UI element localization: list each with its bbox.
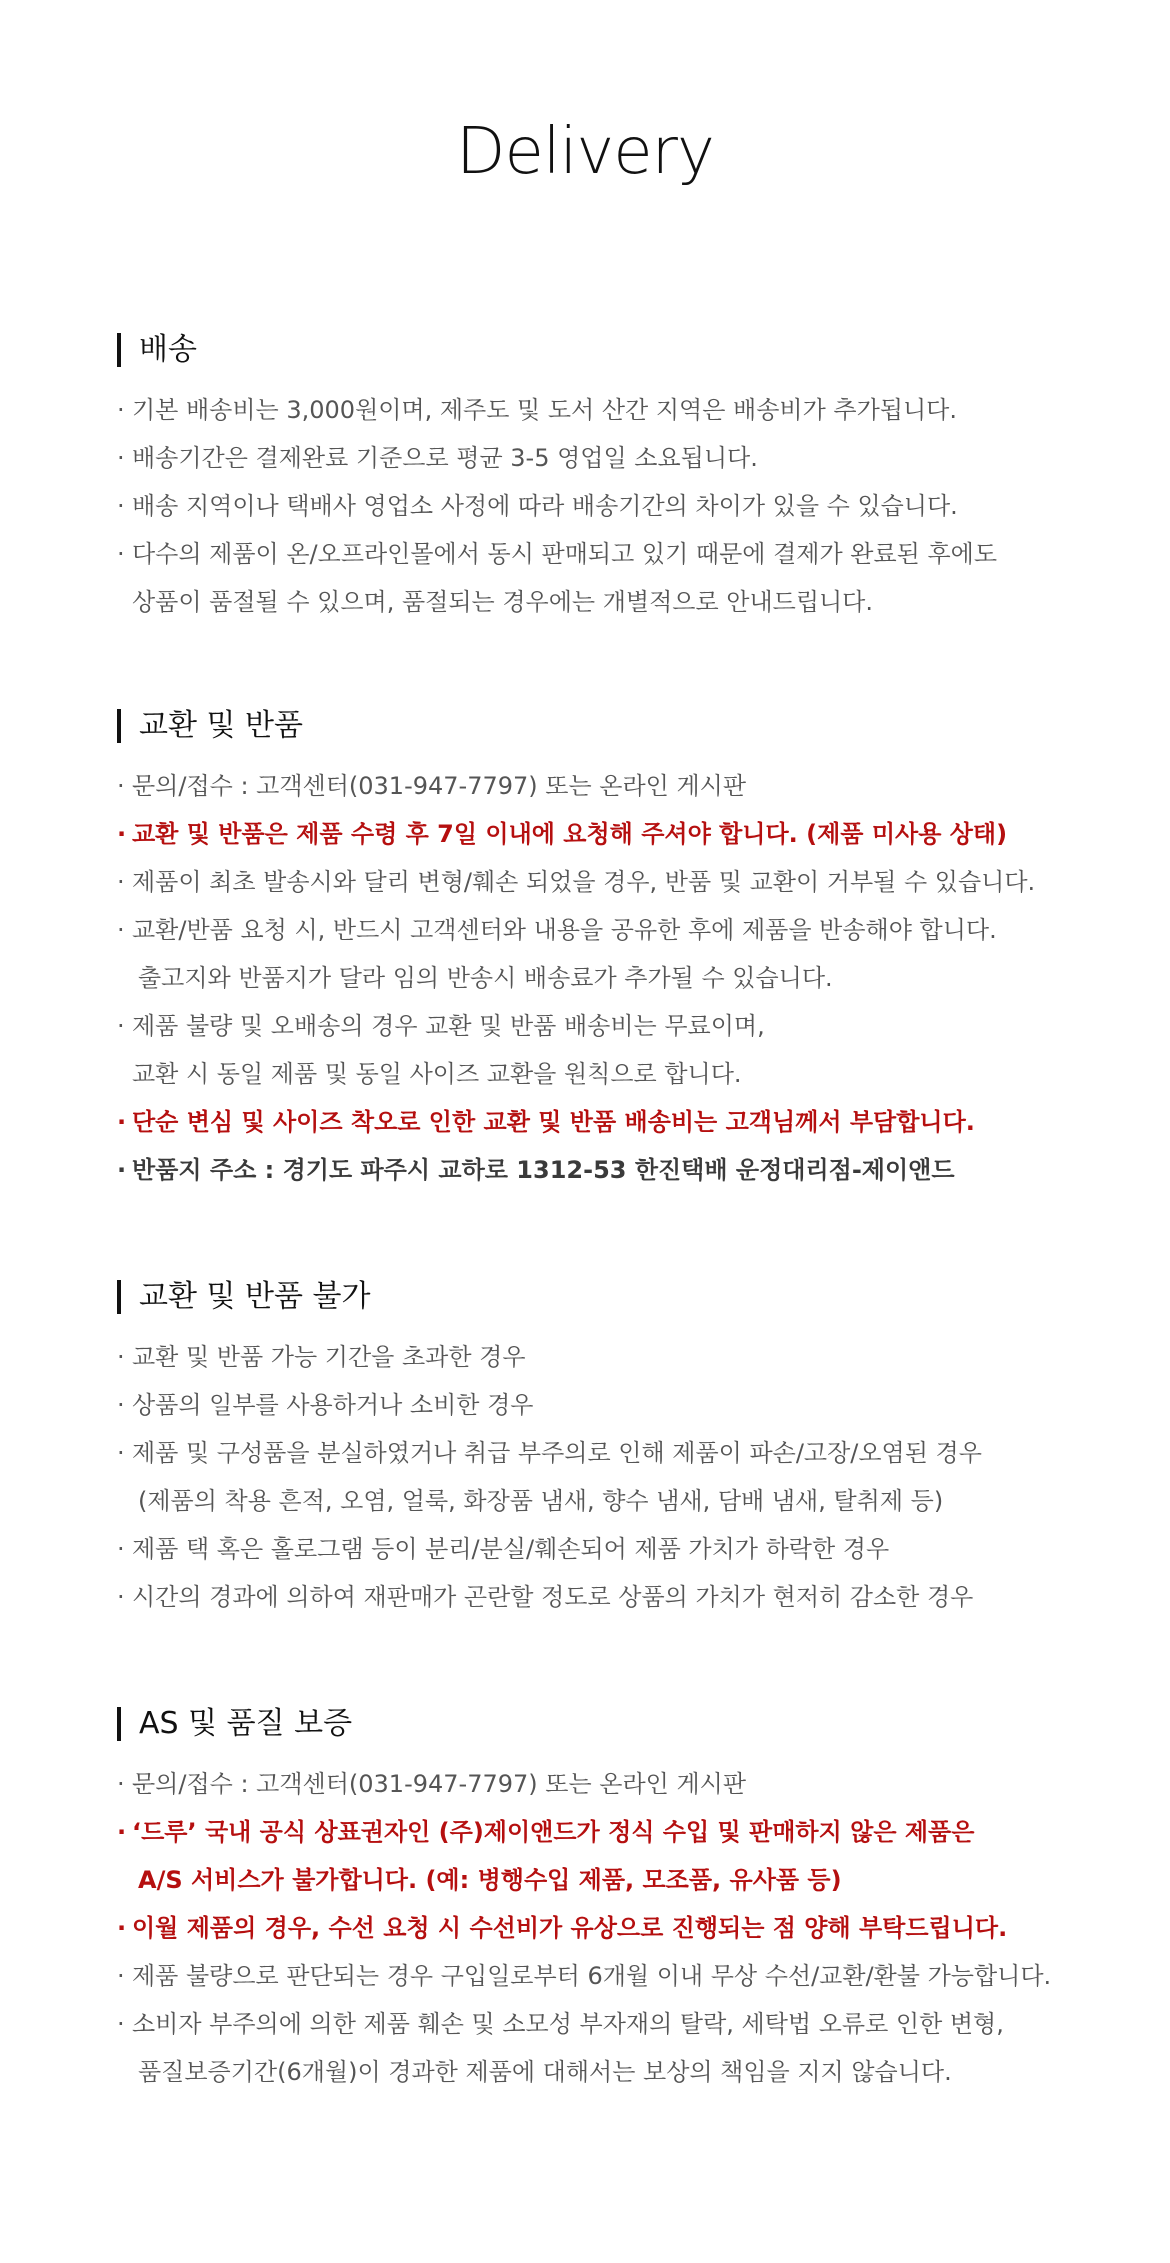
bullet-dot: · (117, 1156, 127, 1184)
list-item-line: 소비자 부주의에 의한 제품 훼손 및 소모성 부자재의 탈락, 세탁법 오류로 인한 변형, (132, 2010, 1004, 2038)
section-heading-text: AS 및 품질 보증 (139, 1706, 353, 1741)
list-item-line: ‘드루’ 국내 공식 상표권자인 (주)제이앤드가 정식 수입 및 판매하지 않은 제품은 (132, 1818, 975, 1846)
list-item-line: 교환 시 동일 제품 및 동일 사이즈 교환을 원칙으로 합니다. (132, 1060, 742, 1088)
list-item (117, 1952, 1117, 2000)
bullet-dot: · (117, 540, 125, 568)
list-item-line: 교환 및 반품 가능 기간을 초과한 경우 (132, 1343, 526, 1371)
list-item-line: 문의/접수 : 고객센터(031-947-7797) 또는 온라인 게시판 (132, 772, 747, 800)
list-item-line: 교환/반품 요청 시, 반드시 고객센터와 내용을 공유한 후에 제품을 반송해야 합니다. (132, 916, 997, 944)
list-item-line: 품질보증기간(6개월)이 경과한 제품에 대해서는 보상의 책임을 지지 않습니다. (138, 2058, 952, 2086)
bullet-dot: · (117, 916, 125, 944)
bullet-dot: · (117, 1391, 125, 1419)
list-item (117, 434, 1117, 482)
list-item-line: 상품의 일부를 사용하거나 소비한 경우 (132, 1391, 534, 1419)
bullet-dot: · (117, 868, 125, 896)
section-delivery (117, 328, 1117, 626)
list-item-line: 문의/접수 : 고객센터(031-947-7797) 또는 온라인 게시판 (132, 1770, 747, 1798)
list-item-line: 출고지와 반품지가 달라 임의 반송시 배송료가 추가될 수 있습니다. (138, 964, 833, 992)
section-heading-text: 교환 및 반품 (139, 708, 303, 743)
list-item (117, 1904, 1117, 1952)
bullet-dot: · (117, 1108, 127, 1136)
section-as-quality-warranty (117, 1702, 1117, 2096)
section-heading-text: 교환 및 반품 불가 (139, 1279, 371, 1314)
list-item-line: (제품의 착용 흔적, 오염, 얼룩, 화장품 냄새, 향수 냄새, 담배 냄새, 탈취제 등) (138, 1487, 944, 1515)
notice-list (117, 762, 1117, 1194)
notice-list (117, 1333, 1117, 1621)
list-item (117, 1429, 1117, 1525)
bullet-dot: · (117, 1770, 125, 1798)
list-item (117, 906, 1117, 1002)
list-item (117, 386, 1117, 434)
bullet-dot: · (117, 1962, 125, 1990)
bullet-dot: · (117, 772, 125, 800)
heading-bar (117, 333, 121, 367)
section-heading (117, 328, 1117, 372)
list-item-line: 제품 불량 및 오배송의 경우 교환 및 반품 배송비는 무료이며, (132, 1012, 765, 1040)
heading-bar (117, 709, 121, 743)
notice-list (117, 1760, 1117, 2096)
bullet-dot: · (117, 1535, 125, 1563)
section-exchange-return-not-allowed (117, 1275, 1117, 1621)
list-item (117, 1381, 1117, 1429)
bullet-dot: · (117, 1914, 127, 1942)
list-item (117, 1098, 1117, 1146)
section-heading (117, 1702, 1117, 1746)
list-item-line: 제품 및 구성품을 분실하였거나 취급 부주의로 인해 제품이 파손/고장/오염된 경우 (132, 1439, 982, 1467)
list-item (117, 1760, 1117, 1808)
notice-list (117, 386, 1117, 626)
list-item-line: 단순 변심 및 사이즈 착오로 인한 교환 및 반품 배송비는 고객님께서 부담합니다. (132, 1108, 975, 1136)
section-heading (117, 704, 1117, 748)
list-item-line: 교환 및 반품은 제품 수령 후 7일 이내에 요청해 주셔야 합니다. (제품 미사용 상태) (132, 820, 1008, 848)
list-item-line: 기본 배송비는 3,000원이며, 제주도 및 도서 산간 지역은 배송비가 추가됩니다. (132, 396, 957, 424)
bullet-dot: · (117, 1818, 127, 1846)
list-item (117, 810, 1117, 858)
bullet-dot: · (117, 1439, 125, 1467)
list-item-line: 배송기간은 결제완료 기준으로 평균 3-5 영업일 소요됩니다. (132, 444, 758, 472)
list-item (117, 1002, 1117, 1098)
list-item-line: A/S 서비스가 불가합니다. (예: 병행수입 제품, 모조품, 유사품 등) (138, 1866, 842, 1894)
list-item-line: 상품이 품절될 수 있으며, 품절되는 경우에는 개별적으로 안내드립니다. (132, 588, 873, 616)
bullet-dot: · (117, 1583, 125, 1611)
bullet-dot: · (117, 820, 127, 848)
list-item-line: 제품 택 혹은 홀로그램 등이 분리/분실/훼손되어 제품 가치가 하락한 경우 (132, 1535, 890, 1563)
list-item-line: 제품이 최초 발송시와 달리 변형/훼손 되었을 경우, 반품 및 교환이 거부될 수 있습니다. (132, 868, 1036, 896)
list-item-line: 시간의 경과에 의하여 재판매가 곤란할 정도로 상품의 가치가 현저히 감소한 경우 (132, 1583, 974, 1611)
list-item-line: 다수의 제품이 온/오프라인몰에서 동시 판매되고 있기 때문에 결제가 완료된 후에도 (132, 540, 997, 568)
list-item (117, 1573, 1117, 1621)
list-item (117, 858, 1117, 906)
bullet-dot: · (117, 2010, 125, 2038)
heading-bar (117, 1280, 121, 1314)
bullet-dot: · (117, 1012, 125, 1040)
list-item (117, 1808, 1117, 1904)
bullet-dot: · (117, 444, 125, 472)
list-item-line: 배송 지역이나 택배사 영업소 사정에 따라 배송기간의 차이가 있을 수 있습니다. (132, 492, 958, 520)
list-item (117, 2000, 1117, 2096)
list-item (117, 1146, 1117, 1194)
bullet-dot: · (117, 492, 125, 520)
heading-bar (117, 1707, 121, 1741)
list-item-line: 이월 제품의 경우, 수선 요청 시 수선비가 유상으로 진행되는 점 양해 부탁드립니다. (132, 1914, 1008, 1942)
list-item (117, 530, 1117, 626)
section-heading (117, 1275, 1117, 1319)
list-item (117, 762, 1117, 810)
list-item (117, 1525, 1117, 1573)
section-heading-text: 배송 (139, 332, 197, 367)
list-item-line: 반품지 주소 : 경기도 파주시 교하로 1312-53 한진택배 운정대리점-제이앤드 (132, 1156, 955, 1184)
list-item (117, 1333, 1117, 1381)
bullet-dot: · (117, 1343, 125, 1371)
list-item (117, 482, 1117, 530)
section-exchange-return (117, 704, 1117, 1194)
list-item-line: 제품 불량으로 판단되는 경우 구입일로부터 6개월 이내 무상 수선/교환/환불 가능합니다. (132, 1962, 1052, 1990)
bullet-dot: · (117, 396, 125, 424)
page-title: Delivery (456, 115, 714, 189)
